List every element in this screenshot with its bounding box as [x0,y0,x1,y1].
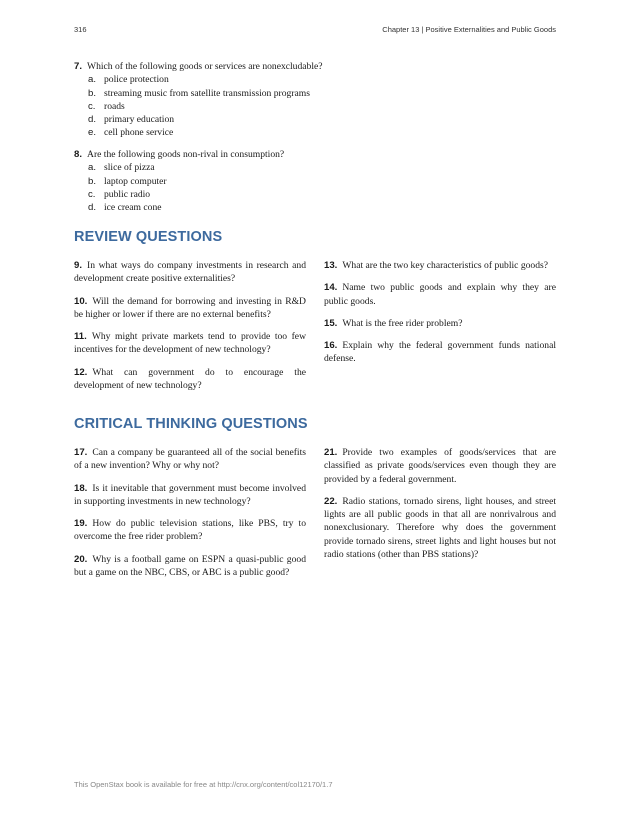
question-number: 8. [74,149,83,160]
question-text: Why might private markets tend to provide too few incentives for the development of new technology? [74,331,306,356]
page-number: 316 [74,25,87,34]
page-header [74,25,556,37]
question-number: 17. [74,447,88,458]
option-letter: c. [88,188,96,200]
option-b [74,87,554,100]
question-number: 10. [74,295,88,307]
question-13 [324,259,556,272]
question-text: How do public television stations, like PBS, try to overcome the free rider problem? [74,518,306,543]
question-9 [74,259,306,286]
question-20 [74,553,306,580]
option-letter: d. [88,202,97,214]
question-number: 14. [324,282,338,294]
question-text: Why is a football game on ESPN a quasi-public good but a game on the NBC, CBS, or ABC is a public good? [74,553,306,579]
question-number: 13. [324,260,338,271]
question-text: Name two public goods and explain why they are public goods. [324,282,556,307]
option-a [74,73,554,86]
option-letter: b. [88,175,97,187]
option-text: police protection [104,74,169,86]
question-text: What can government do to encourage the development of new technology? [74,366,306,392]
option-d [74,201,554,214]
option-text: primary education [104,114,175,126]
question-number: 22. [324,495,338,507]
question-number: 12. [74,366,88,378]
option-letter: a. [88,162,97,174]
review-left-column [74,259,306,401]
option-list [74,161,554,214]
question-15 [324,317,556,330]
option-e [74,126,554,139]
question-text: Will the demand for borrowing and investing in R&D be higher or lower if there are no external benefits? [74,295,306,320]
question-text: What are the two key characteristics of public goods? [342,260,548,271]
option-a [74,161,554,174]
question-number: 9. [74,260,83,271]
critical-thinking-heading: CRITICAL THINKING QUESTIONS [74,416,308,432]
question-18 [74,482,306,509]
option-text: ice cream cone [104,202,162,214]
review-questions-heading: REVIEW QUESTIONS [74,229,223,245]
critical-left-column [74,446,306,588]
question-12 [74,366,306,393]
question-7 [74,60,554,140]
question-stem [74,148,554,161]
option-letter: d. [88,114,97,126]
question-10 [74,295,306,322]
option-c [74,188,554,201]
option-text: cell phone service [104,127,174,139]
option-letter: a. [88,74,97,86]
question-11 [74,330,306,357]
question-text: What is the free rider problem? [342,317,463,329]
option-letter: c. [88,100,96,112]
question-16 [324,339,556,366]
question-text: Radio stations, tornado sirens, light houses, and street lights are all public goods in that all are nonrivalrous and nonexclusionary. Therefore why does the government provide tornado sirens, street lights and light houses but not radio stations (other than PBS stations)? [324,495,556,561]
critical-right-column [324,446,556,570]
option-c [74,100,554,113]
question-21 [324,446,556,486]
question-number: 7. [74,61,83,72]
option-letter: b. [88,87,97,99]
option-text: streaming music from satellite transmission programs [104,87,310,99]
question-number: 19. [74,518,88,530]
page-footer: This OpenStax book is available for free at http://cnx.org/content/col12170/1.7 [74,780,333,789]
question-text: In what ways do company investments in research and development create positive externalities? [74,260,306,285]
option-d [74,113,554,126]
question-text: Are the following goods non-rival in consumption? [87,149,285,160]
review-right-column [324,259,556,375]
question-8 [74,148,554,214]
option-text: slice of pizza [104,162,155,174]
option-letter: e. [88,127,97,139]
question-text: Which of the following goods or services are nonexcludable? [87,61,323,72]
question-stem [74,60,554,73]
question-14 [324,281,556,308]
option-b [74,175,554,188]
question-number: 11. [74,331,87,343]
question-text: Explain why the federal government funds national defense. [324,340,556,365]
chapter-title: Chapter 13 | Positive Externalities and Public Goods [382,25,556,34]
question-17 [74,446,306,473]
option-text: public radio [104,188,151,200]
question-text: Is it inevitable that government must become involved in supporting investments in new technology? [74,482,306,507]
question-22 [324,495,556,561]
question-number: 16. [324,340,338,352]
question-19 [74,517,306,544]
option-list [74,73,554,139]
question-text: Provide two examples of goods/services that are classified as private goods/services even though they are provided by a federal government. [324,447,556,485]
question-number: 21. [324,447,338,458]
option-text: roads [104,100,125,112]
question-text: Can a company be guaranteed all of the social benefits of a new invention? Why or why not? [74,447,306,472]
question-number: 20. [74,553,88,565]
question-number: 15. [324,317,338,329]
option-text: laptop computer [104,175,167,187]
question-number: 18. [74,482,88,494]
